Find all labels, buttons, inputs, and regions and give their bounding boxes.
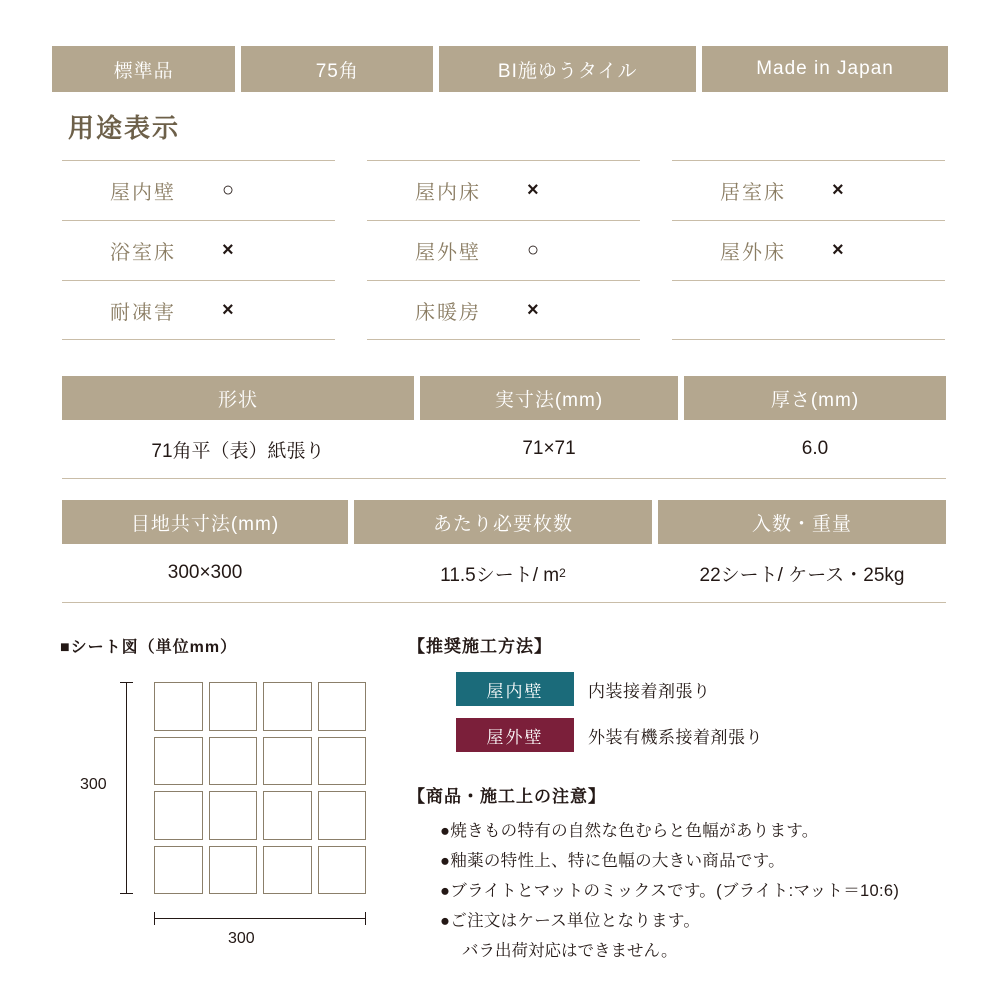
note-item: ●ご注文はケース単位となります。 <box>440 912 701 930</box>
spec1-header-dimension: 実寸法(mm) <box>420 376 678 420</box>
tag-origin: Made in Japan <box>702 46 948 92</box>
usage-mark: ○ <box>527 239 540 261</box>
spec-table-2-values <box>62 544 946 603</box>
usage-mark: × <box>222 298 234 321</box>
tile <box>263 791 312 840</box>
usage-mark: ○ <box>222 179 235 201</box>
usage-column-2 <box>367 160 640 340</box>
usage-mark: × <box>527 179 539 201</box>
tile <box>154 682 203 731</box>
spec1-value-shape: 71角平（表）紙張り <box>151 440 325 462</box>
recommend-row-interior <box>456 672 711 706</box>
recommend-text-exterior: 外装有機系接着剤張り <box>588 727 763 747</box>
spec-table-1-header <box>62 376 946 420</box>
vertical-dimension-line <box>126 682 127 894</box>
tile <box>318 737 367 786</box>
recommend-section-title: 【推奨施工方法】 <box>408 637 552 656</box>
tile <box>154 737 203 786</box>
sheet-diagram <box>60 668 390 958</box>
spec2-value-quantity <box>354 544 652 602</box>
tile <box>318 846 367 895</box>
spec2-value-quantity-text: 11.5シート/ m <box>440 564 560 586</box>
badge-exterior-wall: 屋外壁 <box>456 718 574 752</box>
spec1-value-dimension: 71×71 <box>522 438 576 459</box>
notes-section-title: 【商品・施工上の注意】 <box>408 787 606 806</box>
usage-label: 浴室床 <box>110 242 176 264</box>
usage-row <box>672 220 945 280</box>
note-item: ●焼きもの特有の自然な色むらと色幅があります。 <box>440 822 819 840</box>
usage-mark: × <box>527 298 539 321</box>
usage-row <box>62 280 335 340</box>
usage-mark: × <box>832 239 844 261</box>
horizontal-dimension-label: 300 <box>228 930 255 947</box>
recommend-row-exterior <box>456 718 763 752</box>
product-tag-row <box>52 46 948 92</box>
vertical-dimension-label: 300 <box>80 776 107 793</box>
tag-size: 75角 <box>241 46 433 92</box>
spec2-header-weight: 入数・重量 <box>658 500 946 544</box>
spec2-header-joint: 目地共寸法(mm) <box>62 500 348 544</box>
badge-interior-wall: 屋内壁 <box>456 672 574 706</box>
usage-label: 屋外床 <box>720 242 786 264</box>
usage-grid <box>62 160 946 340</box>
tile-grid <box>154 682 366 894</box>
tile <box>209 737 258 786</box>
usage-row <box>62 220 335 280</box>
tile <box>263 737 312 786</box>
spec2-value-joint: 300×300 <box>167 562 243 583</box>
tile <box>209 846 258 895</box>
spec1-value-thickness: 6.0 <box>801 438 829 459</box>
tile <box>209 791 258 840</box>
note-sub-item: バラ出荷対応はできません。 <box>462 942 678 960</box>
spec2-header-quantity: あたり必要枚数 <box>354 500 652 544</box>
spec2-value-weight: 22シート/ ケース・25kg <box>699 564 905 586</box>
usage-label: 屋内床 <box>415 182 481 204</box>
tile <box>154 846 203 895</box>
usage-mark: × <box>832 179 844 201</box>
spec1-header-shape: 形状 <box>62 376 414 420</box>
note-item: ●釉薬の特性上、特に色幅の大きい商品です。 <box>440 852 785 870</box>
tile <box>318 791 367 840</box>
usage-label: 床暖房 <box>415 301 481 324</box>
usage-mark: × <box>222 239 234 261</box>
tile <box>263 846 312 895</box>
note-item: ●ブライトとマットのミックスです。(ブライト:マット＝10:6) <box>440 882 900 900</box>
usage-row-empty <box>672 280 945 340</box>
usage-row <box>367 160 640 220</box>
recommend-text-interior: 内装接着剤張り <box>588 681 711 701</box>
spec-table-1-values <box>62 420 946 479</box>
tag-type: BI施ゆうタイル <box>439 46 696 92</box>
usage-row <box>672 160 945 220</box>
tile <box>154 791 203 840</box>
sheet-diagram-title: ■シート図（単位mm） <box>60 639 238 656</box>
horizontal-dimension-line <box>154 918 366 919</box>
spec2-value-quantity-sup: 2 <box>559 566 566 580</box>
spec1-header-thickness: 厚さ(mm) <box>684 376 946 420</box>
usage-column-1 <box>62 160 335 340</box>
usage-row <box>62 160 335 220</box>
usage-label: 耐凍害 <box>110 301 176 324</box>
tag-standard: 標準品 <box>52 46 235 92</box>
spec-table-2-header <box>62 500 946 544</box>
tile <box>318 682 367 731</box>
tile <box>209 682 258 731</box>
usage-row <box>367 220 640 280</box>
usage-column-3 <box>672 160 945 340</box>
usage-label: 居室床 <box>720 182 786 204</box>
usage-label: 屋内壁 <box>110 182 176 204</box>
tile <box>263 682 312 731</box>
notes-list <box>440 816 960 966</box>
usage-label: 屋外壁 <box>415 242 481 264</box>
usage-row <box>367 280 640 340</box>
usage-section-title: 用途表示 <box>68 113 181 143</box>
